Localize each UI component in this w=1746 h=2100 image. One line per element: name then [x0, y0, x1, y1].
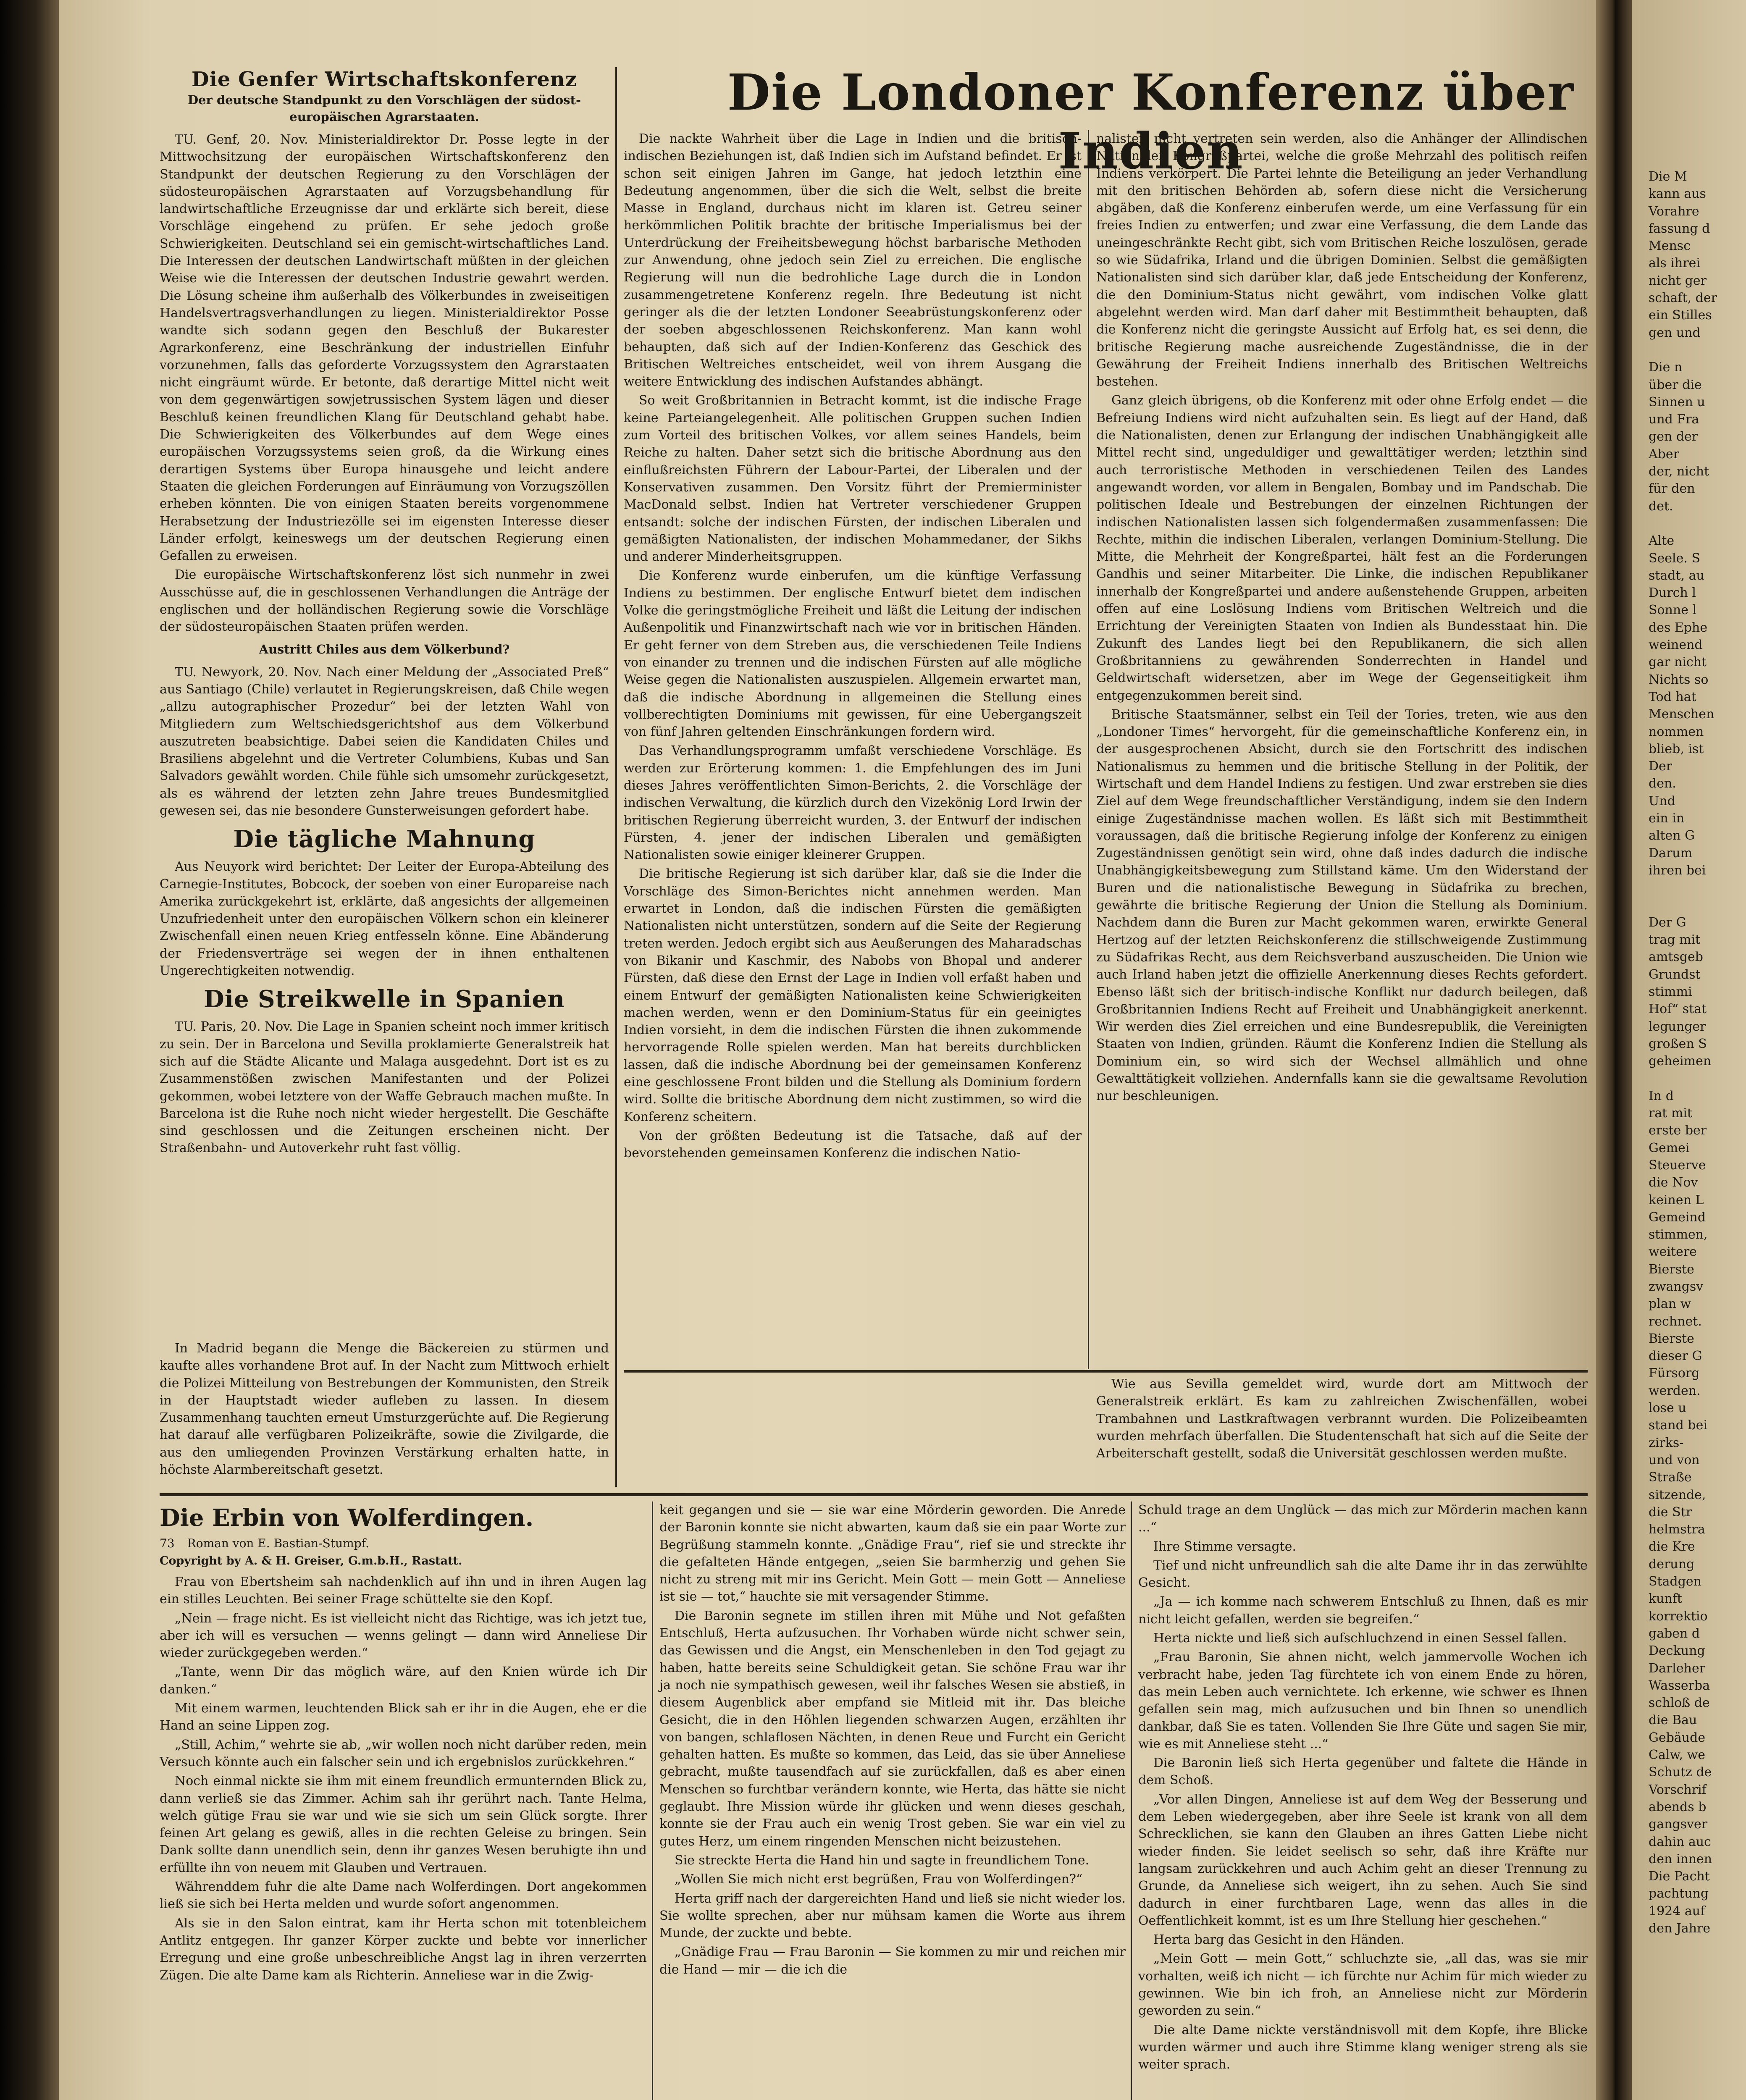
adjacent-page-line: Der G: [1649, 915, 1686, 930]
novel-paragraph: Die Baronin ließ sich Herta gegenüber und faltete die Hände in dem Schoß.: [1138, 1756, 1588, 1788]
spanien-continuation-left: [160, 1340, 609, 1480]
adjacent-page-line: gar nicht: [1649, 655, 1707, 670]
novel-copyright: Copyright by A. & H. Greiser, G.m.b.H., Rastatt.: [160, 1554, 462, 1567]
adjacent-page-line: den Jahre: [1649, 1921, 1711, 1936]
adjacent-page-line: fassung d: [1649, 221, 1710, 236]
article-paragraph: Das Verhandlungsprogramm umfaßt verschiedene Vorschläge. Es werden zur Erörterung kommen: 1. die Empfehlungen des im Juni dieses Jahres veröffentlichten Simon-Berichts, 2. die Vorschläge der indischen Verwaltung, die kürzlich durch den Vizekönig Lord Irwin der britischen Regierung überreicht wurden, 3. der Entwurf der indischen Fürsten, 4. jener der indischen Liberalen und gemäßigten Nationalisten sowie einiger kleinerer Gruppen.: [624, 743, 1082, 863]
adjacent-page-edge: [1632, 0, 1746, 2100]
article-paragraph: TU. Newyork, 20. Nov. Nach einer Meldung der „Associated Preß“ aus Santiago (Chile) verlautet in Regierungskreisen, daß Chile wegen „allzu autographischer Prozedur“ bei der letzten Wahl von Mitgliedern zum Weltschiedsgerichtshof aus dem Völkerbund auszutreten beabsichtige. Dabei seien die Kandidaten Chiles und Brasiliens abgelehnt und die Vertreter Columbiens, Kubas und San Salvadors gewählt worden. Chile fühle sich umsomehr zurückgesetzt, als es während der letzten zehn Jahre treues Bundesmitglied gewesen sei, das nie besondere Gunsterweisungen gefordert habe.: [160, 664, 609, 818]
adjacent-page-line: alten G: [1649, 828, 1695, 843]
adjacent-page-line: legunger: [1649, 1019, 1706, 1034]
article-title-genf: Die Genfer Wirtschaftskonferenz: [192, 68, 577, 91]
adjacent-page-line: für den: [1649, 481, 1695, 496]
adjacent-page-line: plan w: [1649, 1297, 1691, 1312]
adjacent-page-line: helmstra: [1649, 1522, 1705, 1537]
adjacent-page-line: gaben d: [1649, 1626, 1700, 1641]
adjacent-page-line: Bierste: [1649, 1262, 1694, 1277]
column-rule: [652, 1502, 653, 2100]
adjacent-page-line: der, nicht: [1649, 464, 1709, 479]
adjacent-page-line: den.: [1649, 776, 1676, 791]
novel-paragraph: Herta griff nach der dargereichten Hand und ließ sie nicht wieder los. Sie wollte sprechen, aber nur mühsam kamen die Worte aus ihrem Munde, der zuckte und bebte.: [659, 1891, 1126, 1941]
adjacent-page-line: als ihrei: [1649, 256, 1701, 271]
adjacent-page-text: [1649, 168, 1746, 1937]
adjacent-page-line: die Kre: [1649, 1539, 1695, 1554]
adjacent-page-line: großen S: [1649, 1036, 1707, 1051]
adjacent-page-line: sitzende,: [1649, 1487, 1706, 1502]
novel-paragraph: „Frau Baronin, Sie ahnen nicht, welch jammervolle Wochen ich verbracht habe, jeden Tag fürchtete ich von einem Ende zu hören, das mein Leben auch vernichtete. Ich erkenne, wie schwer es Ihnen gefallen sein mag, mich aufzusuchen und bin Ihnen so unendlich dankbar, daß Sie es taten. Vollenden Sie Ihre Güte und sagen Sie mir, wie es mit Anneliese steht ...“: [1138, 1650, 1588, 1751]
adjacent-page-line: Alte: [1649, 533, 1675, 549]
novel-paragraph: „Vor allen Dingen, Anneliese ist auf dem Weg der Besserung und dem Leben wiedergegeben, aber ihre Seele ist krank von all dem Schrecklichen, sie kann den Glauben an ihres Gatten Liebe nicht wieder finden. Sie leidet seelisch so sehr, daß ihre Kräfte nur langsam zurückkehren und auch Achim geht an dieser Trennung zu Grunde, da Anneliese sich weigert, ihn zu sehen. Auch Sie sind dadurch in einer furchtbaren Lage, wenn das alles in die Oeffentlichkeit kommt, ist es um Ihre Stellung hier geschehen.“: [1138, 1792, 1588, 1928]
adjacent-page-line: Darum: [1649, 845, 1693, 861]
novel-paragraph: „Gnädige Frau — Frau Baronin — Sie kommen zu mir und reichen mir die Hand — mir — die ich die: [659, 1945, 1126, 1977]
novel-paragraph: „Wollen Sie mich nicht erst begrüßen, Frau von Wolferdingen?“: [675, 1872, 1083, 1887]
adjacent-page-line: kunft: [1649, 1591, 1682, 1606]
adjacent-page-line: weitere: [1649, 1244, 1697, 1260]
adjacent-page-line: Schutz de: [1649, 1765, 1712, 1780]
adjacent-page-line: ein Stilles: [1649, 308, 1712, 323]
adjacent-page-line: Die n: [1649, 360, 1683, 375]
adjacent-page-line: korrektio: [1649, 1609, 1708, 1624]
article-title-spanien: Die Streikwelle in Spanien: [204, 985, 565, 1013]
adjacent-page-line: geheimen: [1649, 1054, 1712, 1069]
adjacent-page-line: Sonne l: [1649, 603, 1697, 618]
adjacent-page-line: rechnet.: [1649, 1314, 1702, 1329]
adjacent-page-line: Hof“ stat: [1649, 1002, 1707, 1017]
adjacent-page-line: Aber: [1649, 446, 1679, 462]
adjacent-page-line: Gemeind: [1649, 1210, 1706, 1225]
adjacent-page-line: [1649, 341, 1746, 359]
adjacent-page-line: stimmi: [1649, 984, 1692, 999]
adjacent-page-line: keinen L: [1649, 1192, 1704, 1208]
adjacent-page-line: Calw, we: [1649, 1748, 1706, 1763]
adjacent-page-line: trag mit: [1649, 932, 1701, 948]
novel-title: Die Erbin von Wolferdingen.: [160, 1504, 534, 1532]
novel-column-3: [1138, 1502, 1588, 2075]
adjacent-page-line: schloß de: [1649, 1696, 1710, 1711]
column-rule: [615, 67, 617, 1487]
article-paragraph: So weit Großbritannien in Betracht kommt, ist die indische Frage keine Parteiangelegenheit. Alle politischen Gruppen suchen Indien zum Vorteil des britischen Volkes, vor allem seines Handels, beim Reiche zu halten. Daher setzt sich die britische Abordnung aus den einflußreichsten Führern der Labour-Partei, der Liberalen und der Konservativen zusammen. Den Vorsitz führt der Premierminister MacDonald selbst. Indien hat Vertreter verschiedener Gruppen entsandt: solche der indischen Fürsten, der indischen Liberalen und gemäßigten Nationalisten, der indischen Mohammedaner, der Sikhs und anderer Minderheitsgruppen.: [624, 393, 1082, 564]
article-paragraph: Von der größten Bedeutung ist die Tatsache, daß auf der bevorstehenden gemeinsamen Konferenz die indischen Natio-: [624, 1128, 1082, 1161]
adjacent-page-line: gen der: [1649, 429, 1698, 444]
adjacent-page-line: gangsver: [1649, 1817, 1708, 1832]
adjacent-page-line: stimmen,: [1649, 1227, 1708, 1242]
adjacent-page-line: Die Pacht: [1649, 1869, 1710, 1884]
adjacent-page-line: Der: [1649, 759, 1672, 774]
adjacent-page-line: Grundst: [1649, 967, 1701, 982]
adjacent-page-line: abends b: [1649, 1799, 1707, 1814]
spanien-continuation-right: [1096, 1376, 1588, 1464]
adjacent-page-line: Straße: [1649, 1470, 1692, 1485]
novel-paragraph: Herta nickte und ließ sich aufschluchzend in einen Sessel fallen.: [1153, 1631, 1567, 1646]
novel-paragraph: Frau von Ebertsheim sah nachdenklich auf ihn und in ihren Augen lag ein stilles Leuchten. Bei seiner Frage schüttelte sie den Kopf.: [160, 1575, 647, 1607]
novel-paragraph: „Nein — frage nicht. Es ist vielleicht nicht das Richtige, was ich jetzt tue, aber ich will es versuchen — wenns gelingt — dann wird Anneliese Dir wieder zurückgegeben werden.“: [160, 1611, 647, 1661]
adjacent-page-line: derung: [1649, 1557, 1695, 1572]
article-title-indien: Die Londoner Konferenz über Indien: [727, 63, 1575, 180]
column-rule: [1131, 1502, 1132, 2100]
adjacent-page-line: und Fra: [1649, 412, 1699, 427]
article-paragraph: nalisten nicht vertreten sein werden, also die Anhänger der Allindischen Nationalen Kongreßpartei, welche die große Mehrzahl des politisch reifen Indiens verkörpert. Die Partei lehnte die Beteiligung an jeder Verhandlung mit den britischen Behörden ab, sofern diese nicht die Versicherung abgäben, daß die Konferenz einberufen werde, um eine Verfassung für ein freies Indien zu entwerfen; und zwar eine Verfassung, die dem Lande das uneingeschränkte Recht gibt, sich vom Britischen Reiche loszulösen, gerade so wie Südafrika, Irland und die übrigen Dominien. Selbst die gemäßigten Nationalisten sind sich darüber klar, daß jede Entscheidung der Konferenz, die den Dominium-Status nicht gewährt, vom indischen Volke glatt abgelehnt werden wird. Man darf daher mit Bestimmtheit behaupten, daß die Konferenz nicht die geringste Aussicht auf Erfolg hat, es sei denn, die britische Regierung mache ausreichende Zugeständnisse, die in der Gewährung der Freiheit Indiens innerhalb des Britischen Weltreichs bestehen.: [1096, 131, 1588, 389]
article-paragraph: TU. Genf, 20. Nov. Ministerialdirektor Dr. Posse legte in der Mittwochsitzung der europäischen Wirtschaftskonferenz den Standpunkt der deutschen Regierung zu den Vorschlägen der südosteuropäischen Agrarstaaten auf Vorzugsbehandlung für landwirtschaftliche Erzeugnisse dar und erklärte sich bereit, diese Vorschläge eingehend zu prüfen. Er sehe jedoch große Schwierigkeiten. Deutschland sei ein gemischt-wirtschaftliches Land. Die Interessen der deutschen Landwirtschaft müßten in der gleichen Weise wie die Interessen der deutschen Industrie gewahrt werden. Die Lösung scheine ihm außerhalb des Völkerbundes in zweiseitigen Handelsvertragsverhandlungen zu liegen. Ministerialdirektor Posse wandte sich sodann gegen den Beschluß der Bukarester Agrarkonferenz, eine Beschränkung der industriellen Einfuhr vorzunehmen, falls das geforderte Vorzugssystem den Agrarstaaten nicht eingräumt würde. Er betonte, daß derartige Mittel nicht weit von dem gegenwärtigen sowjetrussischen System lägen und dieser Beschluß keinen freundlichen Klang für Deutschland gehabt habe. Die Schwierigkeiten des Völkerbundes auf dem Wege eines europäischen Vorzugssystems seien groß, da die Wirkung eines derartigen Systems über Europa hinausgehe und leicht andere Staaten die gleichen Forderungen auf Einräumung von Vorzugszöllen erheben könnten. Die von einigen Staaten bereits vorgenommene Herabsetzung der Industriezölle sei im eigensten Interesse dieser Länder erfolgt, keineswegs um der deutschen Regierung einen Gefallen zu erweisen.: [160, 132, 609, 564]
adjacent-page-line: die Bau: [1649, 1713, 1697, 1728]
adjacent-page-line: Tod hat: [1649, 689, 1696, 704]
novel-column-1: [160, 1504, 647, 1986]
left-column: [160, 67, 609, 1159]
adjacent-page-line: des Ephe: [1649, 620, 1708, 635]
novel-byline: [160, 1536, 647, 1551]
novel-paragraph: Ihre Stimme versagte.: [1153, 1539, 1297, 1554]
article-paragraph: Britische Staatsmänner, selbst ein Teil der Tories, treten, wie aus den „Londoner Times“ hervorgeht, für die gemeinschaftliche Konferenz ein, in der ausgesprochenen Absicht, durch sie den Fortschritt des indischen Nationalismus zu hemmen und die britische Stellung in der Politik, der Wirtschaft und dem Handel Indiens zu festigen. Und zwar erstreben sie dies Ziel auf dem Wege freundschaftlicher Verständigung, indem sie den Indern einige Zugeständnisse machen wollen. Es läßt sich mit Bestimmtheit voraussagen, daß die britische Regierung infolge der Konferenz zu einigen Zugeständnissen genötigt sein wird, ohne daß indes dadurch die indische Unabhängigkeitsbewegung zum Stillstand käme. Um den Widerstand der Buren und die nationalistische Bewegung in Südafrika zu brechen, gewährte die britische Regierung der Union die Stellung als Dominium. Nachdem dann die Buren zur Macht gekommen waren, erwirkte General Hertzog auf der letzten Reichskonferenz die stillschweigende Zustimmung zu Südafrikas Recht, aus dem Reichsverband auszuscheiden. Die Union wie auch Irland haben jetzt die offizielle Anerkennung dieses Rechts gefordert. Ebenso läßt sich der britisch-indische Konflikt nur dadurch beilegen, daß Großbritannien Indiens Recht auf Freiheit und Unabhängigkeit anerkennt. Wir werden dies Ziel erreichen und eine Bundesrepublik, die Vereinigten Staaten von Indien, gründen. Räumt die Konferenz Indien die Stellung als Dominium ein, so wird sich der Wechsel allmählich und ohne Gewalttätigkeit vollziehen. Andernfalls kann sie die gewaltsame Revolution nur beschleunigen.: [1096, 707, 1588, 1104]
indien-column-2: [1096, 130, 1588, 1107]
article-title-mahnung: Die tägliche Mahnung: [233, 825, 536, 853]
article-paragraph: Die nackte Wahrheit über die Lage in Indien und die britisch-indischen Beziehungen ist, daß Indien sich im Aufstand befindet. Er ist schon seit einigen Jahren im Gange, hat jedoch letzthin eine Bedeutung angenommen, über die sich die Welt, selbst die breite Masse in England, durchaus nicht im klaren ist. Getreu seiner herkömmlichen Politik brachte der britische Imperialismus bei der Unterdrückung der Freiheitsbewegung höchst barbarische Methoden zur Anwendung, ohne jedoch sein Ziel zu erreichen. Die englische Regierung will nun die bedrohliche Lage durch die in London zusammengetretene Konferenz regeln. Ihre Bedeutung ist nicht geringer als die der letzten Londoner Seeabrüstungskonferenz oder der soeben abgeschlossenen Reichskonferenz. Man kann wohl behaupten, daß sich auf der Indien-Konferenz das Geschick des Britischen Weltreiches entscheidet, weil von ihrem Ausgang die weitere Entwicklung des indischen Aufstandes abhängt.: [624, 131, 1082, 389]
adjacent-page-line: [1649, 879, 1746, 896]
adjacent-page-line: Darleher: [1649, 1661, 1706, 1676]
adjacent-page-line: Seele. S: [1649, 551, 1701, 566]
adjacent-page-line: dahin auc: [1649, 1834, 1711, 1849]
novel-column-2: [659, 1502, 1126, 1980]
adjacent-page-line: ein in: [1649, 811, 1685, 826]
novel-paragraph: Mit einem warmen, leuchtenden Blick sah er ihr in die Augen, ehe er die Hand an seine Lippen zog.: [160, 1701, 647, 1733]
novel-paragraph: Herta barg das Gesicht in den Händen.: [1153, 1932, 1405, 1948]
article-subheading-chile: Austritt Chiles aus dem Völkerbund?: [259, 642, 510, 656]
adjacent-page-line: [1649, 515, 1746, 532]
adjacent-page-line: pachtung: [1649, 1886, 1709, 1901]
adjacent-page-line: schaft, der: [1649, 291, 1717, 306]
adjacent-page-line: amtsgeb: [1649, 950, 1703, 965]
adjacent-page-line: Mensc: [1649, 239, 1691, 254]
article-paragraph: Aus Neuyork wird berichtet: Der Leiter der Europa-Abteilung des Carnegie-Institutes, Bobcock, der soeben von einer Europareise nach Amerika zurückgekehrt ist, erklärte, daß angesichts der allgemeinen Unzufriedenheit unter den europäischen Völkern schon ein kleinerer Zwischenfall einen neuen Krieg entfesseln könne. Eine Abänderung der Friedensverträge sei wegen der in ihnen enthaltenen Ungerechtigkeiten notwendig.: [160, 859, 609, 979]
adjacent-page-line: und von: [1649, 1452, 1700, 1467]
novel-paragraph: Die alte Dame nickte verständnisvoll mit dem Kopfe, ihre Blicke wurden wärmer und auch ihre Stimme klang weniger streng als sie weiter sprach.: [1138, 2022, 1588, 2072]
adjacent-page-line: Nichts so: [1649, 672, 1709, 687]
adjacent-page-line: Deckung: [1649, 1643, 1705, 1659]
article-subtitle-genf: Der deutsche Standpunkt zu den Vorschlägen der südost-europäischen Agrarstaaten.: [187, 93, 581, 124]
adjacent-page-line: über die: [1649, 377, 1702, 392]
adjacent-page-line: kann aus: [1649, 186, 1706, 202]
adjacent-page-line: rat mit: [1649, 1106, 1692, 1121]
adjacent-page-line: nicht ger: [1649, 273, 1707, 288]
adjacent-page-line: Vorschrif: [1649, 1782, 1707, 1797]
adjacent-page-line: [1649, 1070, 1746, 1087]
novel-paragraph: „Still, Achim,“ wehrte sie ab, „wir wollen noch nicht darüber reden, mein Versuch könnte auch ein falscher sein und ich ergebnislos zurückkehren.“: [160, 1737, 647, 1769]
adjacent-page-line: Wasserba: [1649, 1678, 1710, 1693]
article-paragraph: In Madrid begann die Menge die Bäckereien zu stürmen und kaufte alles vorhandene Brot auf. In der Nacht zum Mittwoch erhielt die Polizei Mitteilung von Bestrebungen der Kommunisten, den Streik in der Hauptstadt wieder aufleben zu lassen. In diesem Zusammenhang tauchten erneut Umsturzgerüchte auf. Die Regierung hat darauf alle verfügbaren Polizeikräfte, sowie die Zivilgarde, die aus den umliegenden Provinzen Verstärkung erhalten hatte, in höchste Alarmbereitschaft gesetzt.: [160, 1341, 609, 1478]
book-gutter: [1596, 0, 1632, 2100]
article-paragraph: Wie aus Sevilla gemeldet wird, wurde dort am Mittwoch der Generalstreik erklärt. Es kam zu zahlreichen Zwischenfällen, wobei Trambahnen und Lastkraftwagen verbrannt wurden. Die Polizeibeamten wurden mehrfach überfallen. Die Studentenschaft hat sich auf die Seite der Arbeiterschaft gestellt, sodaß die Universität geschlossen werden mußte.: [1096, 1377, 1588, 1461]
novel-paragraph: Die Baronin segnete im stillen ihren mit Mühe und Not gefaßten Entschluß, Herta aufzusuchen. Ihr Vorhaben würde nicht schwer sein, das Gewissen und die Angst, ein Menschenleben in den Tod gejagt zu haben, hatte bereits seine Schuldigkeit getan. Sie schöne Frau war ihr ja noch nie sympathisch gewesen, weil ihr falsches Wesen sie abstieß, in diesem Augenblick aber empfand sie Mitleid mit ihr. Das bleiche Gesicht, die in den Höhlen liegenden schwarzen Augen, erzählten ihr von bangen, schlaflosen Nächten, in denen Reue und Furcht ein Gericht gehalten hatten. Es mußte so kommen, das Leid, das sie über Anneliese gebracht, mußte tausendfach auf sie zurückfallen, daß es aber einen Menschen so furchtbar verändern konnte, wie Herta, das hätte sie nicht geglaubt. Ihre Mission würde ihr glücken und wenn dieses geschah, konnte sie der Frau auch ein wenig Trost geben. Sie war ein viel zu gutes Herz, um einem ringenden Menschen nicht beizustehen.: [659, 1608, 1126, 1849]
article-paragraph: Die britische Regierung ist sich darüber klar, daß sie die Inder die Vorschläge des Simon-Berichtes nicht annehmen werden. Man erwartet in London, daß die indischen Fürsten die gemäßigten Nationalisten nicht unterstützen, sondern auf die Seite der Regierung treten werden. Jedoch ergibt sich aus Aeußerungen des Maharadschas von Bikanir und Kaschmir, des Nabobs von Bhopal und anderer Fürsten, daß diese den Ernst der Lage in Indien voll erfaßt haben und einem Entwurf der gemäßigten Nationalisten keine Schwierigkeiten machen werden, wenn er den Dominium-Status für ein geeinigtes Indien vorsieht, in dem die indischen Fürsten die ihnen zukommende hervorragende Rolle spielen werden. Man hat bereits durchblicken lassen, daß die indische Abordnung bei der gemeinsamen Konferenz eine geschlossene Front bilden und die Stellung als Dominium fordern wird. Sollte die britische Abordnung dem nicht zustimmen, so wird die Konferenz scheitern.: [624, 866, 1082, 1124]
adjacent-page-line: ihren bei: [1649, 863, 1706, 878]
novel-author: Roman von E. Bastian-Stumpf.: [187, 1536, 369, 1550]
adjacent-page-line: Gebäude: [1649, 1730, 1706, 1745]
novel-paragraph: „Mein Gott — mein Gott,“ schluchzte sie, „all das, was sie mir vorhalten, weiß ich nicht — ich fürchte nur Achim für mich wieder zu gewinnen. Wie bin ich froh, an Anneliese nicht zur Mörderin geworden zu sein.“: [1138, 1951, 1588, 2019]
adjacent-page-line: weinend: [1649, 638, 1703, 653]
adjacent-page-line: Gemei: [1649, 1140, 1690, 1155]
adjacent-page-line: Sinnen u: [1649, 394, 1705, 410]
adjacent-page-line: lose u: [1649, 1401, 1686, 1416]
novel-paragraph: „Ja — ich komme nach schwerem Entschluß zu Ihnen, daß es mir nicht leicht gefallen, werden sie begreifen.“: [1138, 1594, 1588, 1627]
adjacent-page-line: dieser G: [1649, 1349, 1702, 1364]
adjacent-page-line: zirks-: [1649, 1435, 1684, 1450]
adjacent-page-line: Und: [1649, 793, 1675, 808]
section-rule: [624, 1370, 1588, 1373]
novel-paragraph: Währenddem fuhr die alte Dame nach Wolferdingen. Dort angekommen ließ sie sich bei Herta melden und wurde sofort angenommen.: [160, 1880, 647, 1912]
adjacent-page-line: Fürsorg: [1649, 1366, 1700, 1381]
indien-column-1: [624, 130, 1082, 1164]
adjacent-page-line: werden.: [1649, 1383, 1701, 1398]
adjacent-page-line: 1924 auf: [1649, 1903, 1705, 1919]
adjacent-page-line: [1649, 896, 1746, 914]
feuilleton-rule: [160, 1493, 1588, 1496]
novel-paragraph: Als sie in den Salon eintrat, kam ihr Herta schon mit totenbleichem Antlitz entgegen. Ihr ganzer Körper zuckte und bebte vor innerlicher Erregung und eine große unbeschreibliche Angst lag in ihren verzerrten Zügen. Die alte Dame kam als Richterin. Anneliese war in die Zwig-: [160, 1916, 647, 1983]
adjacent-page-line: In d: [1649, 1088, 1674, 1103]
novel-paragraph: Sie streckte Herta die Hand hin und sagte in freundlichem Tone.: [675, 1853, 1090, 1868]
novel-paragraph: keit gegangen und sie — sie war eine Mörderin geworden. Die Anrede der Baronin konnte sie nicht abwarten, kaum daß sie ein paar Worte zur Begrüßung stammeln konnte. „Gnädige Frau“, rief sie und streckte ihr die gefalteten Hände entgegen, „seien Sie barmherzig und gehen Sie nicht zu streng mit mir ins Gericht. Mein Gott — mein Gott — Anneliese ist sie — tot,“ hauchte sie mit versagender Stimme.: [659, 1503, 1126, 1604]
newspaper-page: [59, 0, 1596, 2100]
article-paragraph: Ganz gleich übrigens, ob die Konferenz mit oder ohne Erfolg endet — die Befreiung Indiens wird nicht aufzuhalten sein. Es liegt auf der Hand, daß die Nationalisten, denen zur Erlangung der indischen Unabhängigkeit alle Mittel recht sind, ungeduldiger und gewalttätiger werden; letzthin sind auch terroristische Methoden in verschiedenen Teilen des Landes angewandt worden, vor allem in Bengalen, Bombay und im Pandschab. Die politischen Ideale und Bestrebungen der einzelnen Richtungen der indischen Nationalisten lassen sich folgendermaßen zusammenfassen: Die Rechte, mithin die indischen Liberalen, verlangen Dominium-Stellung. Die Mitte, die Mehrheit der Kongreßpartei, hält fest an die Forderungen Gandhis und seiner Mitarbeiter. Die Linke, die indischen Republikaner innerhalb der Kongreßpartei und andere außenstehende Gruppen, arbeiten offen auf eine Loslösung Indiens vom Britischen Weltreich und die Errichtung der Vereinigten Staaten von Indien als Bundesstaat hin. Die Zukunft des Landes liegt bei den Republikanern, die sich allen Großbritanniens zu gewährenden Sonderrechten in Handel und Geldwirtschaft widersetzen, aber im Wege der Gegenseitigkeit ihm entgegenzukommen bereit sind.: [1096, 393, 1588, 703]
adjacent-page-line: stadt, au: [1649, 568, 1704, 583]
novel-paragraph: Noch einmal nickte sie ihm mit einem freundlich ermunternden Blick zu, dann verließ sie das Zimmer. Achim sah ihr gerührt nach. Tante Helma, welch gütige Frau sie war und wie sie sich um sein Glück sorgte. Ihrer feinen Art gelang es gewiß, alles in die rechten Geleise zu bringen. Sein Dank sollte dann unendlich sein, denn ihr ganzes Wesen beruhigte ihn und erfüllte ihn von neuem mit Glauben und Vertrauen.: [160, 1774, 647, 1875]
novel-paragraph: „Tante, wenn Dir das möglich wäre, auf den Knien würde ich Dir danken.“: [160, 1664, 647, 1697]
adjacent-page-line: erste ber: [1649, 1123, 1707, 1138]
installment-number: 73: [160, 1536, 175, 1550]
novel-paragraph: Schuld trage an dem Unglück — das mich zur Mörderin machen kann ...“: [1138, 1503, 1588, 1535]
adjacent-page-line: Stadgen: [1649, 1574, 1701, 1589]
article-paragraph: TU. Paris, 20. Nov. Die Lage in Spanien scheint noch immer kritisch zu sein. Der in Barcelona und Sevilla proklamierte Generalstreik hat sich auf die Städte Alicante und Malaga ausgedehnt. Dort ist es zu Zusammenstößen zwischen Manifestanten und der Polizei gekommen, wobei letztere von der Waffe Gebrauch machen mußte. In Barcelona ist die Ruhe noch nicht wieder hergestellt. Die Geschäfte sind geschlossen und die Zeitungen erscheinen nicht. Der Straßenbahn- und Autoverkehr ruht fast völlig.: [160, 1019, 609, 1156]
adjacent-page-line: Menschen: [1649, 707, 1714, 722]
adjacent-page-line: Steuerve: [1649, 1158, 1706, 1173]
article-paragraph: Die Konferenz wurde einberufen, um die künftige Verfassung Indiens zu bestimmen. Der englische Entwurf bietet dem indischen Volke die geringstmögliche Freiheit und läßt die Leitung der indischen Außenpolitik und Finanzwirtschaft nach wie vor in britischen Händen. Er geht ferner von dem Streben aus, die verschiedenen Teile Indiens von einander zu trennen und die indischen Fürsten auf alle mögliche Weise gegen die Nationalisten auszuspielen. Allgemein erwartet man, daß die indische Abordnung in allgemeinen die Stellung eines vollberechtigten Dominiums mit gewissen, für eine Uebergangszeit von fünf Jahren geltenden Einschränkungen fordern wird.: [624, 568, 1082, 740]
adjacent-page-line: die Nov: [1649, 1175, 1698, 1190]
adjacent-page-line: det.: [1649, 499, 1673, 514]
novel-paragraph: Tief und nicht unfreundlich sah die alte Dame ihr in das zerwühlte Gesicht.: [1138, 1558, 1588, 1591]
adjacent-page-line: Durch l: [1649, 585, 1696, 601]
adjacent-page-line: Bierste: [1649, 1331, 1694, 1346]
book-binding-left: [0, 0, 59, 2100]
adjacent-page-line: zwangsv: [1649, 1279, 1704, 1294]
adjacent-page-line: Vorahre: [1649, 204, 1699, 219]
adjacent-page-line: stand bei: [1649, 1418, 1707, 1433]
adjacent-page-line: nommen: [1649, 724, 1704, 739]
adjacent-page-line: die Str: [1649, 1504, 1692, 1520]
column-rule: [1088, 130, 1089, 1369]
article-paragraph: Die europäische Wirtschaftskonferenz löst sich nunmehr in zwei Ausschüsse auf, die in geschlossenen Verhandlungen die Anträge der englischen und der holländischen Regierung sowie die Vorschläge der südosteuropäischen Staaten prüfen werden.: [160, 567, 609, 635]
adjacent-page-line: Die M: [1649, 169, 1687, 184]
adjacent-page-line: den innen: [1649, 1851, 1712, 1866]
adjacent-page-line: blieb, ist: [1649, 741, 1704, 756]
adjacent-page-line: gen und: [1649, 325, 1701, 340]
